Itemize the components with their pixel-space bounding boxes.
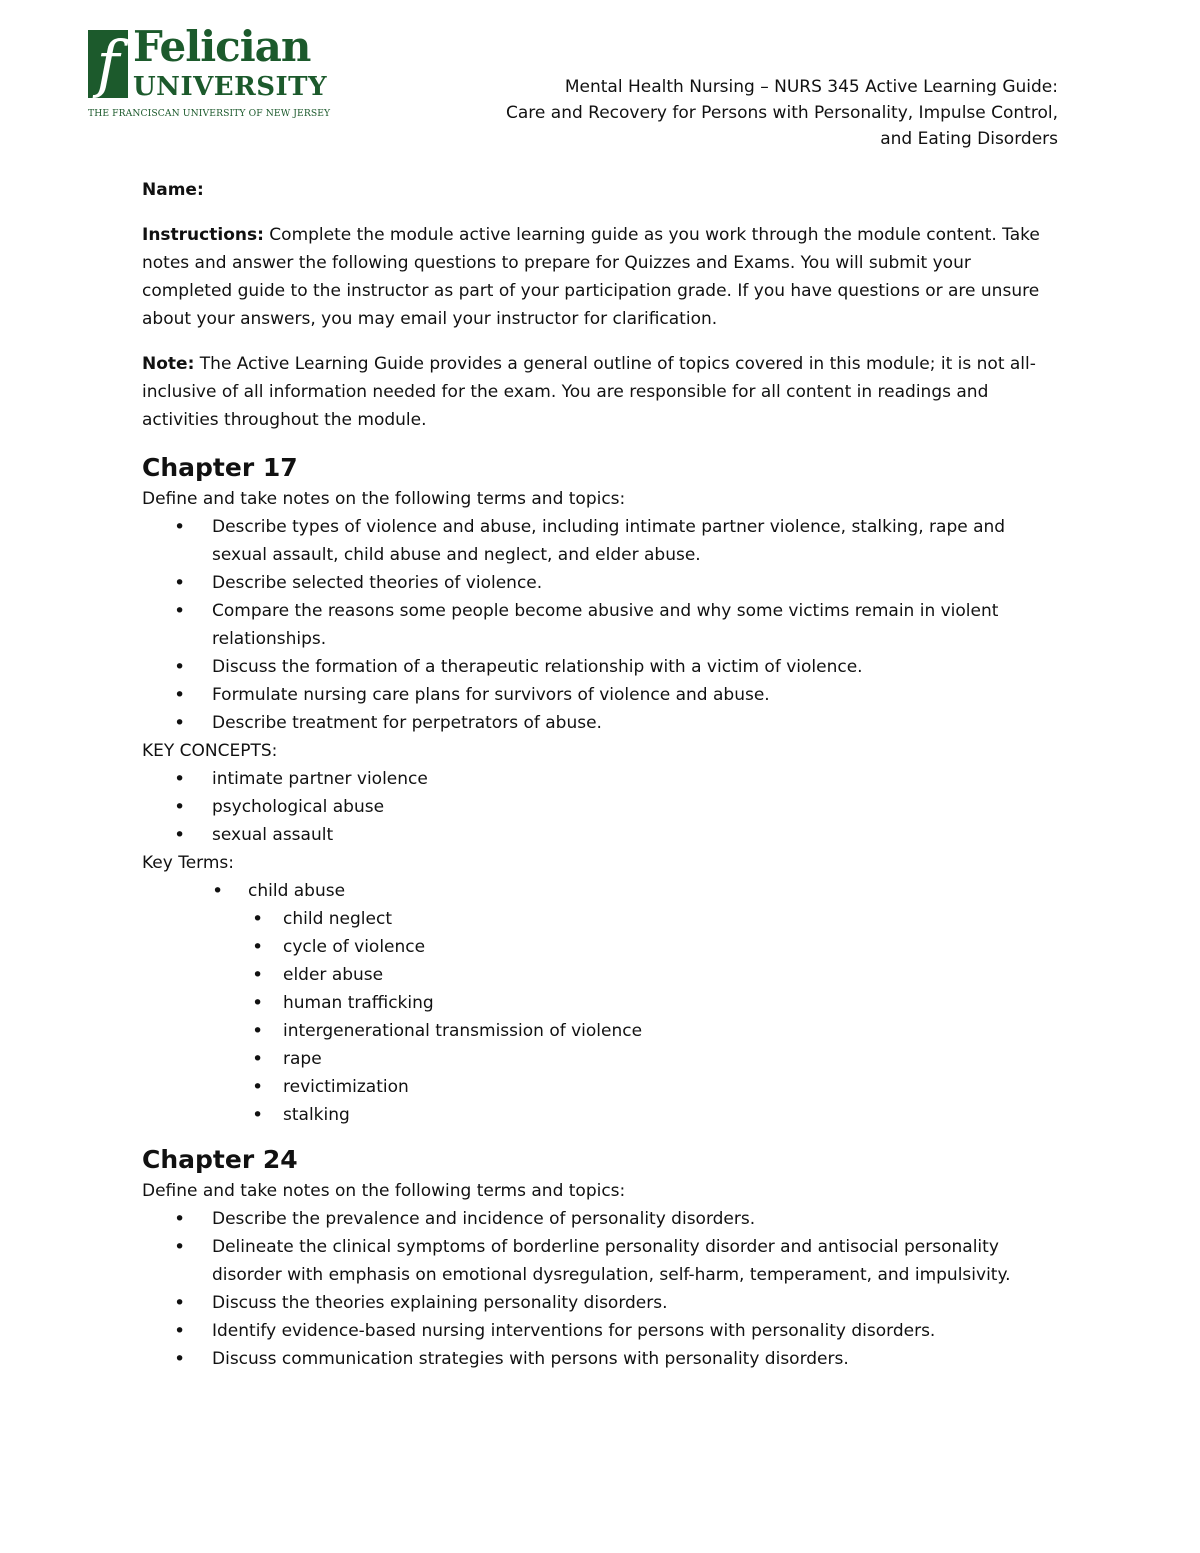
instructions-paragraph bbox=[142, 221, 1062, 333]
list-item: • Compare the reasons some people become abusive and why some victims remain in violent relationships. bbox=[142, 597, 1062, 653]
header-line-1: Mental Health Nursing – NURS 345 Active Learning Guide: bbox=[564, 77, 1058, 97]
list-item: • Discuss the formation of a therapeutic relationship with a victim of violence. bbox=[142, 653, 1062, 681]
list-item: • Describe types of violence and abuse, including intimate partner violence, stalking, rape and sexual assault, child abuse and neglect, and elder abuse. bbox=[142, 513, 1062, 569]
logo-university: UNIVERSITY bbox=[133, 72, 328, 102]
header-line-3: and Eating Disorders bbox=[880, 129, 1058, 149]
list-item: • intimate partner violence bbox=[142, 765, 1062, 793]
logo-wordmark: Felician bbox=[133, 22, 311, 71]
chapter-24-heading: Chapter 24 bbox=[142, 1145, 298, 1174]
list-item: • Discuss the theories explaining personality disorders. bbox=[142, 1289, 1062, 1317]
list-item: • Describe the prevalence and incidence of personality disorders. bbox=[142, 1205, 1062, 1233]
list-item: • elder abuse bbox=[142, 961, 1062, 989]
key-terms-sublist bbox=[142, 905, 1062, 1129]
document-header bbox=[506, 74, 1058, 152]
list-item: • cycle of violence bbox=[142, 933, 1062, 961]
note-label: Note: bbox=[142, 354, 195, 374]
logo-tagline: THE FRANCISCAN UNIVERSITY OF NEW JERSEY bbox=[88, 108, 331, 119]
note-paragraph bbox=[142, 350, 1062, 434]
list-item: • child abuse bbox=[142, 877, 1062, 905]
chapter-17-intro: Define and take notes on the following terms and topics: bbox=[142, 489, 626, 509]
note-text: The Active Learning Guide provides a general outline of topics covered in this module; it is not all-inclusive of all information needed for the exam. You are responsible for all content in readings and activities throughout the module. bbox=[142, 354, 1036, 430]
key-terms-label: Key Terms: bbox=[142, 853, 235, 873]
list-item: • Delineate the clinical symptoms of borderline personality disorder and antisocial personality disorder with emphasis on emotional dysregulation, self-harm, temperament, and impulsivity. bbox=[142, 1233, 1062, 1289]
list-item: • Identify evidence-based nursing interventions for persons with personality disorders. bbox=[142, 1317, 1062, 1345]
chapter-17-topic-list bbox=[142, 513, 1062, 737]
list-item: • Describe treatment for perpetrators of abuse. bbox=[142, 709, 1062, 737]
name-label: Name: bbox=[142, 180, 204, 200]
university-logo bbox=[88, 22, 338, 123]
document-body bbox=[142, 176, 1062, 1373]
list-item: • rape bbox=[142, 1045, 1062, 1073]
list-item: • stalking bbox=[142, 1101, 1062, 1129]
key-terms-list bbox=[142, 877, 1062, 905]
chapter-17-heading: Chapter 17 bbox=[142, 453, 298, 482]
list-item: • sexual assault bbox=[142, 821, 1062, 849]
list-item: • intergenerational transmission of violence bbox=[142, 1017, 1062, 1045]
chapter-24-topic-list bbox=[142, 1205, 1062, 1373]
list-item: • revictimization bbox=[142, 1073, 1062, 1101]
list-item: • Discuss communication strategies with persons with personality disorders. bbox=[142, 1345, 1062, 1373]
list-item: • Formulate nursing care plans for survivors of violence and abuse. bbox=[142, 681, 1062, 709]
chapter-24-intro: Define and take notes on the following terms and topics: bbox=[142, 1181, 626, 1201]
logo-f-mark-icon: f bbox=[88, 30, 128, 98]
key-concepts-list bbox=[142, 765, 1062, 849]
list-item: • psychological abuse bbox=[142, 793, 1062, 821]
instructions-text: Complete the module active learning guide as you work through the module content. Take notes and answer the following questions to prepare for Quizzes and Exams. You will submit your completed guide to the instructor as part of your participation grade. If you have questions or are unsure about your answers, you may email your instructor for clarification. bbox=[142, 225, 1040, 329]
list-item: • child neglect bbox=[142, 905, 1062, 933]
instructions-label: Instructions: bbox=[142, 225, 264, 245]
list-item: • human trafficking bbox=[142, 989, 1062, 1017]
key-concepts-label: KEY CONCEPTS: bbox=[142, 741, 278, 761]
header-line-2: Care and Recovery for Persons with Personality, Impulse Control, bbox=[506, 103, 1058, 123]
list-item: • Describe selected theories of violence. bbox=[142, 569, 1062, 597]
